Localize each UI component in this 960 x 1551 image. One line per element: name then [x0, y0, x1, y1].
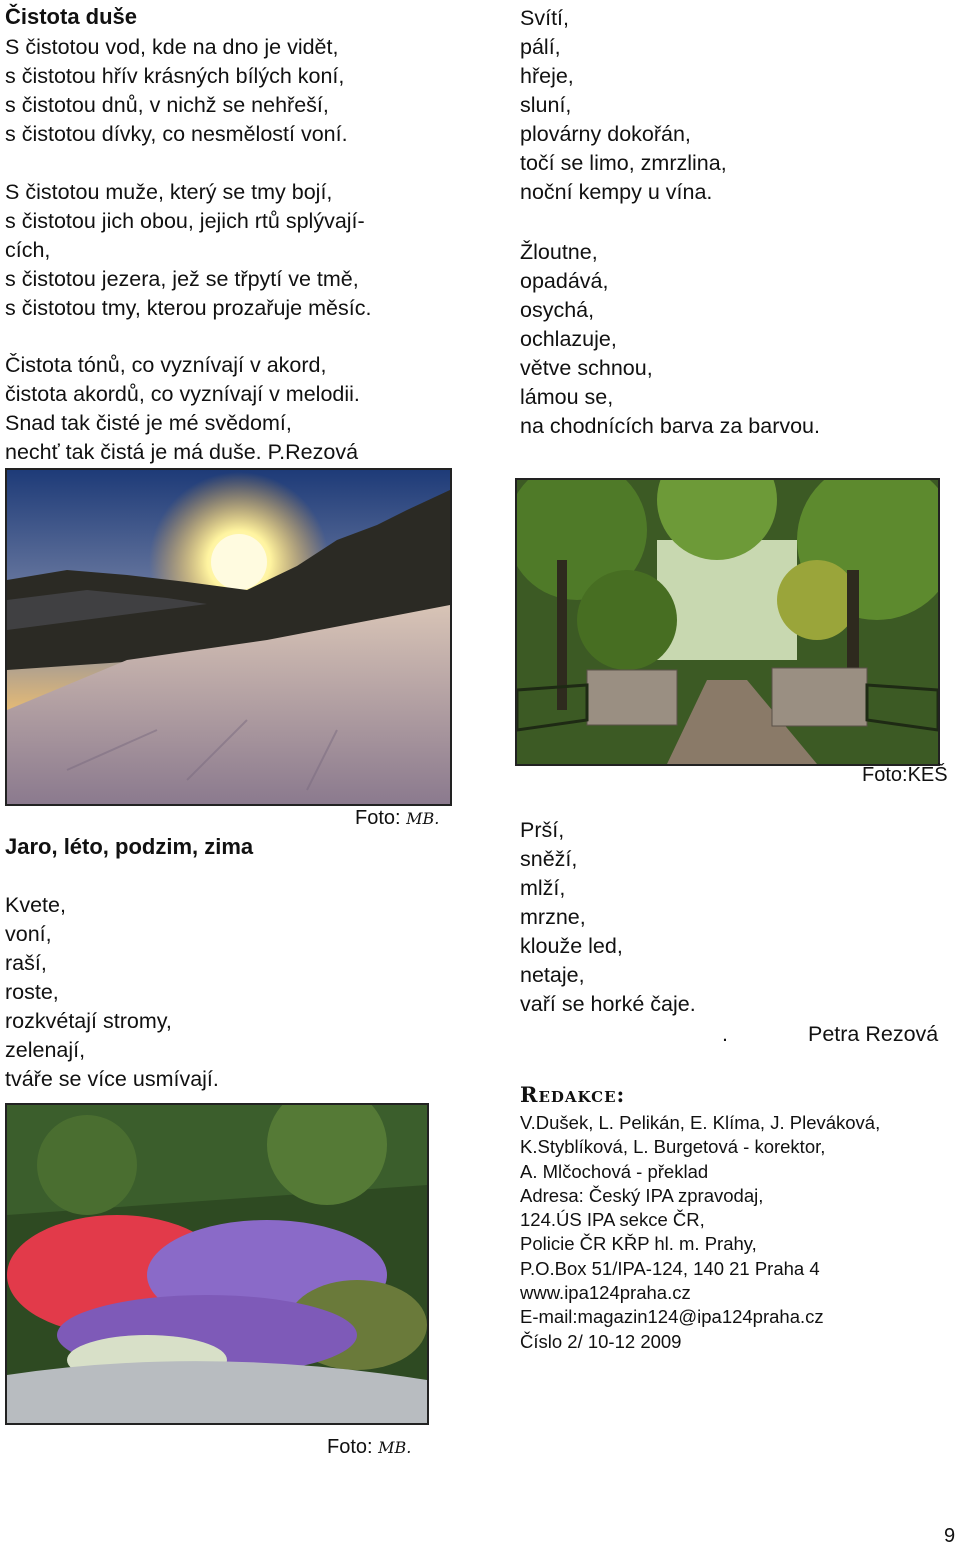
photo-credit-kes: Foto:KEŠ — [862, 764, 948, 786]
flowerbed-photo — [5, 1103, 429, 1425]
photo-credit-signature: MB. — [406, 809, 440, 828]
poem-title-seasons: Jaro, léto, podzim, zima — [5, 834, 254, 859]
poem1-stanza-2: S čistotou muže, který se tmy bojí, s čistotou jich obou, jejich rtů splývají- cích, s čistotou jezera, jež se třpytí ve tmě, s čistotou tmy, kterou prozařuje měsíc. — [5, 180, 372, 320]
page-number: 9 — [944, 1525, 956, 1547]
photo-credit-signature: MB. — [378, 1438, 412, 1457]
signature-dot: . — [722, 1022, 728, 1046]
forest-bridge-photo — [515, 478, 940, 766]
redakce-info: V.Dušek, L. Pelikán, E. Klíma, J. Pleváková, K.Styblíková, L. Burgetová - korektor, A. Mlčochová - překlad Adresa: Český IPA zpravodaj, 124.ÚS IPA sekce ČR, Policie ČR KŘP hl. m. Prahy, P.O.Box 51/IPA-124, 140 21 Praha 4 www.ipa124praha.cz E-mail:magazin124@ipa124praha.cz Číslo 2/ 10-12 2009 — [520, 1112, 881, 1352]
poem2-stanza-spring: Kvete, voní, raší, roste, rozkvétají stromy, zelenají, tváře se více usmívají. — [5, 893, 219, 1091]
poem2-stanza-summer: Svítí, pálí, hřeje, sluní, plovárny dokořán, točí se limo, zmrzlina, noční kempy u vína. — [520, 6, 727, 204]
photo-credit-sunset — [355, 807, 439, 830]
poem1-stanza-3: Čistota tónů, co vyznívají v akord, čistota akordů, co vyznívají v melodii. Snad tak čisté je mé svědomí, nechť tak čistá je má duše. P.Rezová — [5, 353, 360, 464]
poem2-stanza-autumn: Žloutne, opadává, osychá, ochlazuje, větve schnou, lámou se, na chodnících barva za barvou. — [520, 240, 820, 438]
redakce-heading: Redakce: — [520, 1082, 626, 1107]
poem-title-cistota-duse: Čistota duše — [5, 4, 138, 29]
forest-illustration — [517, 480, 938, 764]
flowers-illustration — [7, 1105, 427, 1423]
poem-signature: Petra Rezová — [808, 1022, 939, 1046]
poem1-stanza-1: S čistotou vod, kde na dno je vidět, s čistotou hřív krásných bílých koní, s čistotou dnů, v nichž se nehřeší, s čistotou dívky, co nesmělostí voní. — [5, 35, 348, 146]
sunset-illustration — [7, 470, 450, 804]
photo-credit-flowers — [327, 1436, 411, 1459]
poem2-stanza-winter: Prší, sněží, mlží, mrzne, klouže led, netaje, vaří se horké čaje. — [520, 818, 696, 1016]
photo-credit-prefix: Foto: — [355, 807, 401, 829]
sunset-snow-photo — [5, 468, 452, 806]
photo-credit-prefix: Foto: — [327, 1436, 373, 1458]
